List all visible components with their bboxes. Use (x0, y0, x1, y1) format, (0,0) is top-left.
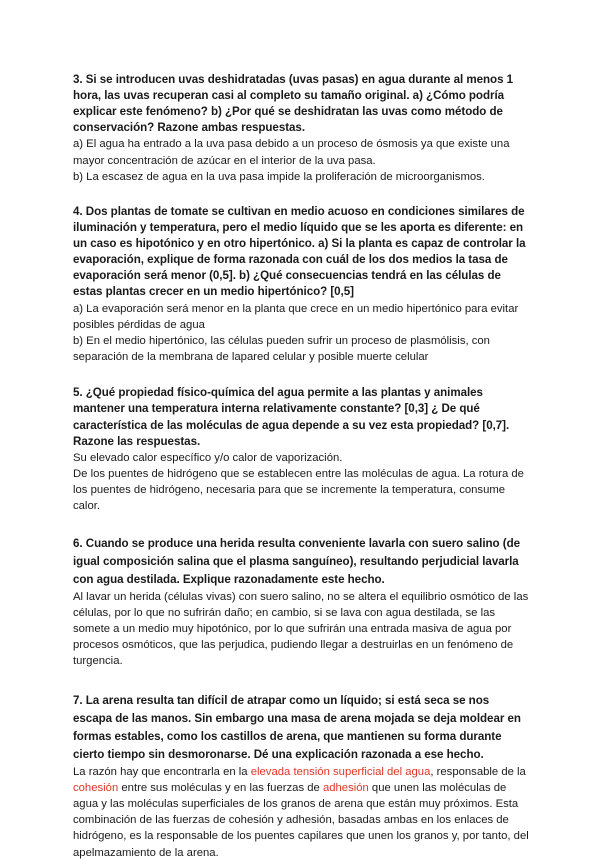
highlight-tension-superficial: elevada tensión superficial del agua (250, 765, 431, 778)
question-3-text: 3. Si se introducen uvas deshidratadas (uvas pasas) en agua durante al menos 1 hora, las uvas recuperan casi al completo su tamaño original. a) ¿Cómo podría explicar este fenómeno? b) ¿Por qué se deshidratan las uvas como método de conservación? Razone ambas respuestas. (73, 73, 514, 135)
question-block-4 (73, 204, 530, 365)
question-block-6 (73, 535, 530, 670)
highlight-cohesion: cohesión (73, 781, 119, 794)
spacer (73, 515, 530, 535)
answer-7-part-4: que unen las moléculas de agua y las moléculas superficiales de los granos de arena que están muy próximos. Esta combinación de las fuerzas de cohesión y adhesión, basadas ambas en los enlaces de hidrógeno, es la responsable de los puentes capilares que unen los granos y, por tanto, del apelmazamiento de la arena. (73, 781, 529, 859)
spacer (73, 670, 530, 692)
answer-3a: a) El agua ha entrado a la uva pasa debido a un proceso de ósmosis ya que existe una mayor concentración de azúcar en el interior de la uva pasa. (73, 138, 510, 167)
question-block-5 (73, 385, 530, 514)
answer-7-part-1: La razón hay que encontrarla en la (73, 765, 251, 778)
question-block-3 (73, 72, 530, 185)
question-5-text: 5. ¿Qué propiedad físico-química del agua permite a las plantas y animales mantener una temperatura interna relativamente constante? [0,3] ¿ De qué característica de las moléculas de agua depende a su vez esta propiedad? [0,7]. Razone las respuestas. (73, 386, 510, 448)
answer-3b: b) La escasez de agua en la uva pasa impide la proliferación de microorganismos. (73, 170, 485, 183)
answer-7-part-3: entre sus moléculas y en las fuerzas de (118, 781, 323, 794)
highlight-adhesion: adhesión (322, 781, 369, 794)
answer-7-part-2: , responsable de la (430, 765, 526, 778)
answer-5a: Su elevado calor específico y/o calor de vaporización. (73, 451, 343, 464)
answer-5b: De los puentes de hidrógeno que se establecen entre las moléculas de agua. La rotura de los puentes de hidrógeno, necesaria para que se incremente la temperatura, consume calor. (73, 467, 524, 513)
question-4-text: 4. Dos plantas de tomate se cultivan en medio acuoso en condiciones similares de iluminación y temperatura, pero el medio líquido que se les aporta es diferente: en un caso es hipotónico y en otro hipertónico. a) Si la planta es capaz de controlar la evaporación, explique de forma razonada con cuál de los dos medios la tasa de evaporación será menor (0,5]. b) ¿Qué consecuencias tendrá en las células de estas plantas crecer en un medio hipertónico? [0,5] (73, 204, 526, 299)
answer-6: Al lavar un herida (células vivas) con suero salino, no se altera el equilibrio osmótico de las células, por lo que no sufrirán daño; en cambio, si se lava con agua destilada, se las somete a un medio muy hipotónico, por lo que sufrirán una entrada masiva de agua por procesos osmóticos, que las perjudica, pudiendo llegar a destruirlas en un fenómeno de turgencia. (73, 590, 529, 668)
question-7-text: 7. La arena resulta tan difícil de atrapar como un líquido; si está seca se nos escapa de las manos. Sin embargo una masa de arena mojada se deja moldear en formas estables, como los castillos de arena, que mantienen su forma durante cierto tiempo sin desmoronarse. Dé una explicación razonada a ese hecho. (73, 693, 521, 761)
answer-7 (73, 764, 530, 861)
answer-4b: b) En el medio hipertónico, las células pueden sufrir un proceso de plasmólisis, con separación de la membrana de lapared celular y posible muerte celular (73, 334, 490, 364)
spacer (73, 185, 530, 204)
question-block-7 (73, 692, 530, 861)
question-6-text: 6. Cuando se produce una herida resulta conveniente lavarla con suero salino (de igual composición salina que el plasma sanguíneo), resultando perjudicial lavarla con agua destilada. Explique razonadamente este hecho. (73, 536, 520, 586)
spacer (73, 365, 530, 385)
answer-4a: a) La evaporación será menor en la planta que crece en un medio hipertónico para evitar posibles pérdidas de agua (73, 302, 519, 331)
